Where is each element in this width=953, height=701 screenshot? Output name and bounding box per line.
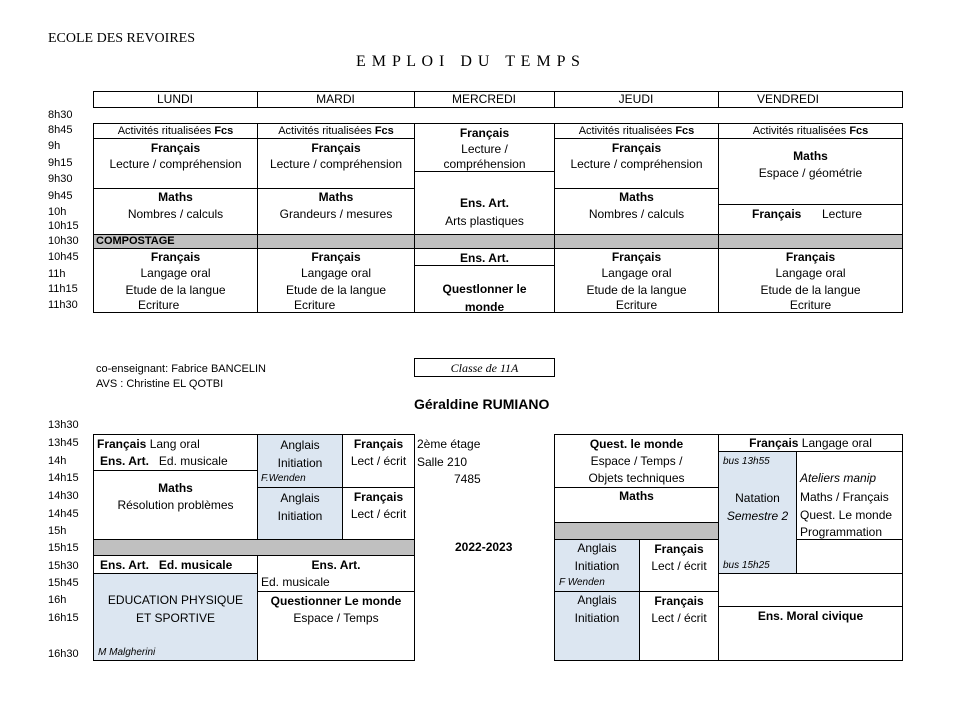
subject: Anglais (577, 541, 617, 555)
subject: Anglais (280, 491, 320, 505)
subject: Français (752, 207, 802, 221)
cell-francais-mardi-pm-1 (342, 434, 415, 488)
francais-langage-oral: Français Langage oral (749, 436, 872, 450)
subject: Français (150, 141, 201, 155)
cell-moral-vendredi (718, 606, 903, 661)
subject: Quest. le monde (589, 437, 684, 451)
avs: AVS : Christine EL QOTBI (96, 378, 224, 390)
time-label: 8h45 (48, 124, 73, 136)
detail: Lecture / compréhension (570, 157, 703, 171)
detail: Arts plastiques (445, 214, 524, 228)
time-label: 9h45 (48, 190, 73, 202)
cell-maths-jeudi (554, 188, 719, 235)
time-label: 14h30 (48, 490, 79, 502)
day-vendredi: VENDREDI (756, 92, 819, 106)
detail: Initiation (277, 509, 323, 523)
cell-francais-late-mardi (257, 248, 415, 313)
subject: Maths (619, 489, 654, 503)
subject: Anglais (280, 438, 320, 452)
school-name: ECOLE DES REVOIRES (48, 31, 195, 46)
cell-francais-mardi (257, 138, 415, 189)
detail: Etude de la langue (760, 283, 861, 297)
cell-anglais-jeudi-2 (554, 591, 640, 661)
time-label: 9h15 (48, 157, 73, 169)
time-label: 10h45 (48, 251, 79, 263)
subject: Français (353, 490, 404, 504)
cell-francais-lundi (93, 138, 258, 189)
subject: Français (611, 250, 662, 264)
subject: Maths (318, 190, 354, 204)
time-label: 11h (48, 268, 66, 280)
subject: Ens. Art. (460, 196, 509, 210)
detail: Lect / écrit (350, 454, 407, 468)
cell-anglais-mardi-2 (257, 487, 343, 540)
subject: Français (611, 141, 662, 155)
detail: Ecriture (789, 298, 832, 312)
ens-art-ed-musicale: Ens. Art. Ed. musicale (100, 454, 228, 468)
cell-questionner-mercredi (414, 265, 555, 313)
cell-francais-late-lundi (93, 248, 258, 313)
detail: Lect / écrit (651, 611, 707, 625)
subject: Maths (158, 190, 193, 204)
salle: Salle 210 (417, 455, 468, 469)
detail: Langage oral (300, 266, 372, 280)
detail: Grandeurs / mesures (279, 207, 393, 221)
day-mardi: MARDI (316, 92, 355, 106)
time-label: 14h (48, 455, 67, 467)
detail: Espace / Temps (293, 611, 379, 625)
compostage-row (93, 234, 903, 249)
time-label: 15h15 (48, 542, 79, 554)
time-label: 10h (48, 206, 67, 218)
cell-francais-mercredi (414, 123, 555, 172)
detail: Langage oral (140, 266, 211, 280)
time-label: 16h15 (48, 612, 79, 624)
time-label: 11h30 (48, 299, 78, 311)
subject: Français (353, 437, 404, 451)
teacher-malgherini: M Malgherini (98, 647, 156, 658)
cell-eps-lundi (93, 573, 258, 661)
teacher-wenden: F Wenden (559, 577, 605, 588)
detail: Langage oral (775, 266, 846, 280)
bus-return: bus 15h25 (723, 560, 770, 571)
door-code: 7485 (454, 472, 481, 486)
cell-ens-art-mercredi (414, 171, 555, 235)
cell-ens-art-mardi-pm (257, 555, 415, 592)
time-label: 9h (48, 140, 61, 152)
cell-ritual-jeudi (554, 123, 719, 139)
subject: Natation (735, 491, 780, 505)
time-label: 11h15 (48, 283, 78, 295)
coteacher: co-enseignant: Fabrice BANCELIN (96, 363, 266, 375)
subject: Questionner Le monde (270, 594, 402, 608)
detail: Lect / écrit (350, 507, 407, 521)
cell-ritual-lundi (93, 123, 258, 139)
detail: Espace / Temps / (590, 454, 683, 468)
cell-pm-maths-lundi (93, 470, 258, 540)
detail: Ateliers manip (800, 471, 877, 485)
cell-ateliers-vendredi (796, 451, 903, 540)
time-label: 15h (48, 525, 67, 537)
ritual-text: Activités ritualisées Fcs (578, 125, 695, 137)
cell-natation-vendredi (718, 451, 797, 574)
subject: monde (464, 300, 505, 314)
detail: Ecriture (615, 298, 658, 312)
detail: compréhension (443, 157, 526, 171)
cell-ens-art-late-mercredi (414, 248, 555, 266)
time-label: 15h45 (48, 577, 79, 589)
detail: Lecture / compréhension (269, 157, 403, 171)
detail: Ed. musicale (261, 575, 330, 589)
teacher-wenden: F.Wenden (261, 473, 306, 484)
cell-anglais-jeudi-1 (554, 539, 640, 592)
detail: Initiation (574, 559, 620, 573)
subject: Français (654, 542, 704, 556)
time-label: 10h15 (48, 220, 79, 232)
subject: Français (654, 594, 704, 608)
day-jeudi: JEUDI (618, 92, 654, 106)
detail: Lecture (822, 207, 863, 221)
cell-maths-lundi (93, 188, 258, 235)
cell-francais-jeudi (554, 138, 719, 189)
cell-ritual-vendredi (718, 123, 903, 139)
time-label: 14h15 (48, 472, 79, 484)
francais-lang-oral: Français Lang oral (97, 437, 200, 451)
time-label: 16h30 (48, 648, 79, 660)
subject: Anglais (577, 593, 617, 607)
school-year: 2022-2023 (455, 540, 513, 554)
etage: 2ème étage (417, 437, 481, 451)
time-label: 14h45 (48, 508, 79, 520)
detail: Nombres / calculs (588, 207, 685, 221)
day-lundi: LUNDI (156, 92, 193, 106)
cell-maths-jeudi-pm (554, 487, 719, 523)
detail: Objets techniques (588, 471, 685, 485)
class-label: Classe de 11A (450, 361, 519, 375)
day-mercredi: MERCREDI (451, 92, 516, 106)
grey-bar-lundi-mardi (93, 539, 415, 556)
eps-line2: ET SPORTIVE (136, 611, 215, 625)
subject: Maths (619, 190, 654, 204)
detail: Initiation (277, 456, 323, 470)
detail: Etude de la langue (125, 283, 226, 297)
cell-ens-art-pm-lundi (93, 555, 258, 574)
subject: Français (311, 141, 361, 155)
detail: Maths / Français (800, 490, 889, 504)
time-label: 10h30 (48, 235, 79, 247)
subject: Français (459, 126, 510, 140)
subject: Ens. Art. Ed. musicale (100, 558, 233, 572)
detail: Programmation (800, 525, 883, 539)
ritual-text: Activités ritualisées Fcs (117, 125, 234, 137)
detail: Semestre 2 (726, 509, 789, 523)
cell-francais-late-jeudi (554, 248, 719, 313)
detail: Quest. Le monde (800, 508, 893, 522)
cell-francais-jeudi-pm-2 (639, 591, 719, 661)
detail: Lecture / compréhension (109, 157, 242, 171)
divider (257, 234, 258, 249)
class-box (414, 358, 555, 377)
detail: Nombres / calculs (127, 207, 224, 221)
cell-questionner-mardi-pm (257, 591, 415, 661)
detail: Espace / géométrie (758, 166, 863, 180)
cell-anglais-mardi-1 (257, 434, 343, 488)
ritual-text: Activités ritualisées Fcs (278, 125, 394, 137)
teacher-name: Géraldine RUMIANO (414, 396, 550, 412)
time-label: 9h30 (48, 173, 73, 185)
cell-empty-vendredi (796, 539, 903, 574)
ritual-text: Activités ritualisées Fcs (752, 125, 869, 137)
grey-bar-jeudi (554, 522, 719, 540)
bus-departure: bus 13h55 (723, 456, 770, 467)
cell-francais-jeudi-pm-1 (639, 539, 719, 592)
detail: Lect / écrit (651, 559, 707, 573)
compostage-label: COMPOSTAGE (96, 235, 175, 247)
detail: Ecriture (138, 298, 180, 312)
time-label: 8h30 (48, 109, 73, 121)
detail: Initiation (574, 611, 620, 625)
cell-francais-late-vendredi (718, 248, 903, 313)
subject: Ens. Moral civique (757, 609, 864, 623)
cell-maths-mardi (257, 188, 415, 235)
subject: Français (785, 250, 836, 264)
divider (414, 234, 415, 249)
time-label: 16h (48, 594, 67, 606)
eps-line1: EDUCATION PHYSIQUE (107, 593, 244, 607)
cell-francais-mardi-pm-2 (342, 487, 415, 540)
subject: Maths (793, 149, 828, 163)
subject: Français (311, 250, 361, 264)
time-label: 13h30 (48, 419, 79, 431)
cell-francais-vendredi-pm (718, 434, 903, 452)
detail: Langage oral (601, 266, 672, 280)
time-label: 13h45 (48, 437, 79, 449)
page-title: E M P L O I D U T E M P S (356, 53, 581, 70)
divider (554, 234, 555, 249)
subject: Ens. Art. (311, 558, 361, 572)
subject: Français (150, 250, 201, 264)
detail: Lecture / (461, 142, 508, 156)
cell-ritual-mardi (257, 123, 415, 139)
cell-empty-vendredi-2 (718, 573, 903, 607)
time-label: 15h30 (48, 560, 79, 572)
detail: Résolution problèmes (117, 498, 234, 512)
detail: Ecriture (294, 298, 336, 312)
cell-francais-lecture-vendredi (718, 204, 903, 235)
divider (718, 234, 719, 249)
detail: Etude de la langue (285, 283, 387, 297)
cell-quest-monde-jeudi (554, 434, 719, 488)
subject: Ens. Art. (460, 251, 509, 265)
detail: Etude de la langue (586, 283, 687, 297)
cell-maths-vendredi (718, 138, 903, 205)
subject: Questlonner le (442, 282, 527, 296)
subject: Maths (158, 481, 193, 495)
cell-pm-lundi-1 (93, 434, 258, 471)
